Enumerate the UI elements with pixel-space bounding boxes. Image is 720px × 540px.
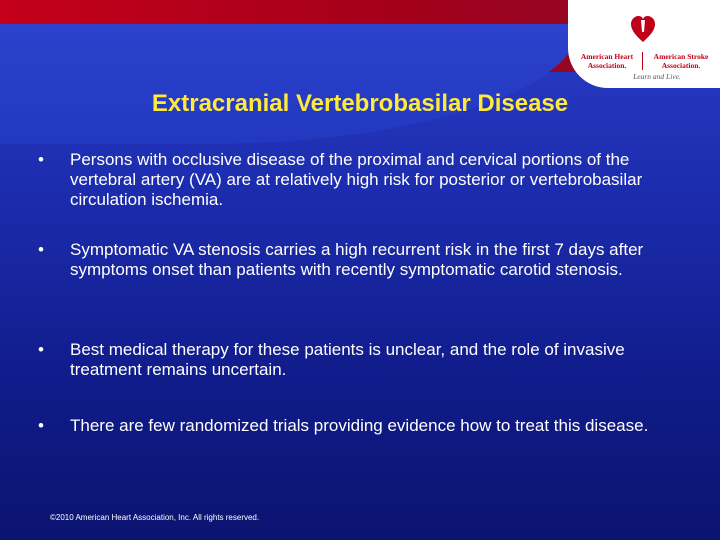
bullet-text: Symptomatic VA stenosis carries a high recurrent risk in the first 7 days after symptoms onset than patients with recently symptomatic carotid stenosis. xyxy=(70,240,644,279)
slide-title: Extracranial Vertebrobasilar Disease xyxy=(151,90,569,117)
bullet-item xyxy=(34,340,684,380)
bullet-marker: • xyxy=(38,340,44,359)
bullet-marker: • xyxy=(38,416,44,435)
bullet-item xyxy=(34,416,648,436)
bullet-marker: • xyxy=(38,150,44,169)
blue-curve-shape xyxy=(0,24,580,144)
bullet-item xyxy=(34,240,684,280)
aha-logo-text: American Heart Association. xyxy=(580,52,634,70)
copyright-footer: ©2010 American Heart Association, Inc. All rights reserved. xyxy=(50,513,260,522)
logo-tagline: Learn and Live. xyxy=(633,72,681,81)
heart-torch-logo-icon xyxy=(630,14,656,44)
asa-logo-text: American Stroke Association. xyxy=(653,52,709,70)
bullet-text: Persons with occlusive disease of the proximal and cervical portions of the vertebral artery (VA) are at relatively high risk for posterior or vertebrobasilar circulation ischemia. xyxy=(70,150,643,209)
bullet-text: There are few randomized trials providing evidence how to treat this disease. xyxy=(70,416,649,435)
bullet-marker: • xyxy=(38,240,44,259)
bullet-item xyxy=(34,150,684,210)
bullet-text: Best medical therapy for these patients is unclear, and the role of invasive treatment remains uncertain. xyxy=(70,340,625,379)
logo-divider xyxy=(642,52,643,70)
